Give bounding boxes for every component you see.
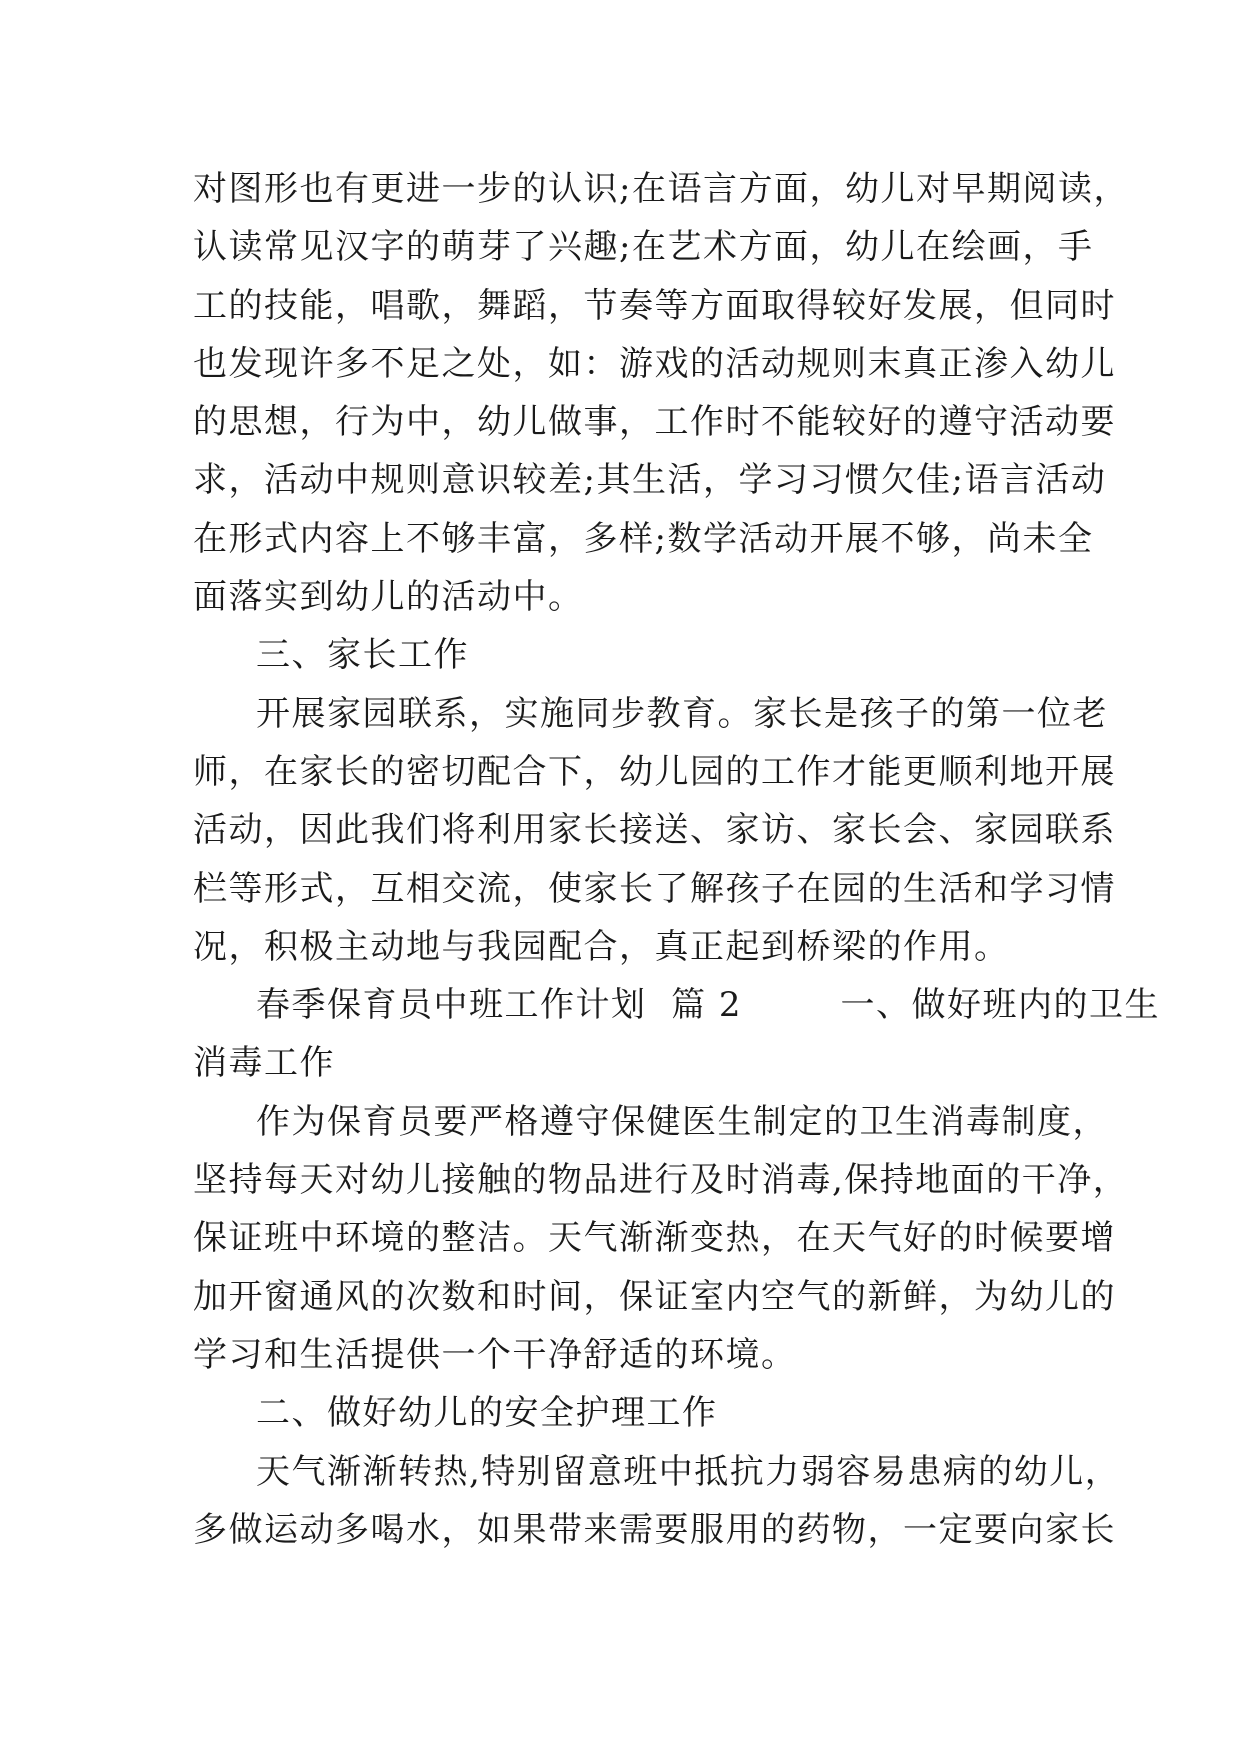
- text-line: 面落实到幼儿的活动中。: [193, 577, 584, 618]
- text-line: 保证班中环境的整洁。天气渐渐变热，在天气好的时候要增: [193, 1218, 1116, 1259]
- text-line: 栏等形式，互相交流，使家长了解孩子在园的生活和学习情: [193, 868, 1116, 909]
- text-line: 多做运动多喝水，如果带来需要服用的药物，一定要向家长: [193, 1509, 1116, 1550]
- text-line: 作为保育员要严格遵守保健医生制定的卫生消毒制度，: [256, 1101, 1108, 1142]
- text-line: 也发现许多不足之处，如：游戏的活动规则末真正渗入幼儿: [193, 343, 1116, 384]
- text-line: 的思想，行为中，幼儿做事，工作时不能较好的遵守活动要: [193, 402, 1116, 443]
- text-line: 三、家长工作: [256, 635, 469, 676]
- text-line: 坚持每天对幼儿接触的物品进行及时消毒,保持地面的干净，: [193, 1160, 1129, 1201]
- document-body: [193, 160, 1161, 1559]
- text-line: 况，积极主动地与我园配合，真正起到桥梁的作用。: [193, 926, 1010, 967]
- text-line: 对图形也有更进一步的认识;在语言方面，幼儿对早期阅读，: [193, 169, 1129, 209]
- text-line: 学习和生活提供一个干净舒适的环境。: [193, 1334, 797, 1375]
- text-line: 春季保育员中班工作计划 篇 2 一、做好班内的卫生: [256, 985, 1161, 1026]
- text-line: 求，活动中规则意识较差;其生活，学习习惯欠佳;语言活动: [193, 460, 1107, 501]
- text-line: 工的技能，唱歌，舞蹈，节奏等方面取得较好发展，但同时: [193, 285, 1116, 326]
- text-line: 天气渐渐转热,特别留意班中抵抗力弱容易患病的幼儿，: [256, 1451, 1121, 1492]
- text-line: 开展家园联系，实施同步教育。家长是孩子的第一位老: [256, 693, 1108, 734]
- text-line: 加开窗通风的次数和时间，保证室内空气的新鲜，为幼儿的: [193, 1276, 1116, 1317]
- text-line: 消毒工作: [193, 1043, 335, 1084]
- text-line: 活动，因此我们将利用家长接送、家访、家长会、家园联系: [193, 810, 1116, 851]
- text-line: 师，在家长的密切配合下，幼儿园的工作才能更顺利地开展: [193, 751, 1116, 792]
- text-line: 二、做好幼儿的安全护理工作: [256, 1393, 718, 1434]
- text-line: 认读常见汉字的萌芽了兴趣;在艺术方面，幼儿在绘画，手: [193, 227, 1094, 268]
- text-line: 在形式内容上不够丰富，多样;数学活动开展不够，尚未全: [193, 518, 1094, 559]
